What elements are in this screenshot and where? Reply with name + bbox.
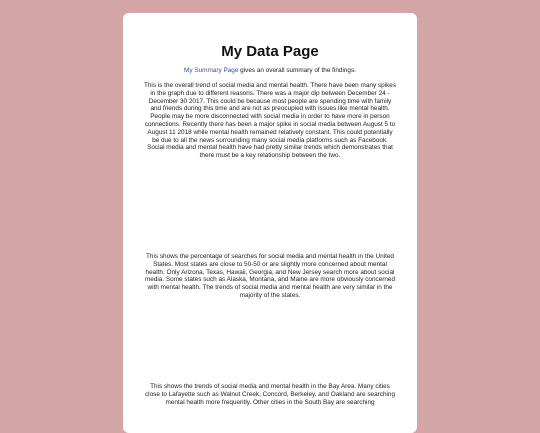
summary-page-link[interactable]: My Summary Page — [184, 67, 239, 74]
bay-area-paragraph: This shows the trends of social media and mental health in the Bay Area. Many cities close to Lafayette such as Walnut Creek, Concord, Berkeley, and Oakland are searching mental health more frequently. Other cities in the South Bay are searching — [144, 383, 396, 406]
us-states-paragraph: This shows the percentage of searches for social media and mental health in the United States. Most states are close to 50-50 or are slightly more concerned about mental health. Only Arizona, Texas, Hawaii, Georgia, and New Jersey search more about social media. Some states such as Alaska, Montana, and Maine are more obviously concerned with mental health. The trends of social media and mental health are very similar in the majority of the states. — [144, 253, 396, 299]
page-title: My Data Page — [221, 43, 319, 60]
summary-line — [123, 67, 417, 74]
content-card — [123, 13, 417, 433]
summary-text: gives an overall summary of the findings. — [238, 67, 356, 74]
overall-trend-paragraph: This is the overall trend of social media and mental health. There have been many spikes in the graph due to different reasons. There was a major dip between December 24 - December 30 2017. This could be because most people are spending time with family and friends during this time and are not as preocupied with issues like mental health. People may be more disconnected with social media in order to have more in person connections. Recently there has been a major spike in social media between August 5 to August 11 2018 while mental health remained relatively constant. This could potentially be due to all the news surrounding many social media platforms such as Facebook. Social media and mental health have had pretty similar trends which demonstrates that there must be a key relationship between the two. — [143, 82, 397, 160]
